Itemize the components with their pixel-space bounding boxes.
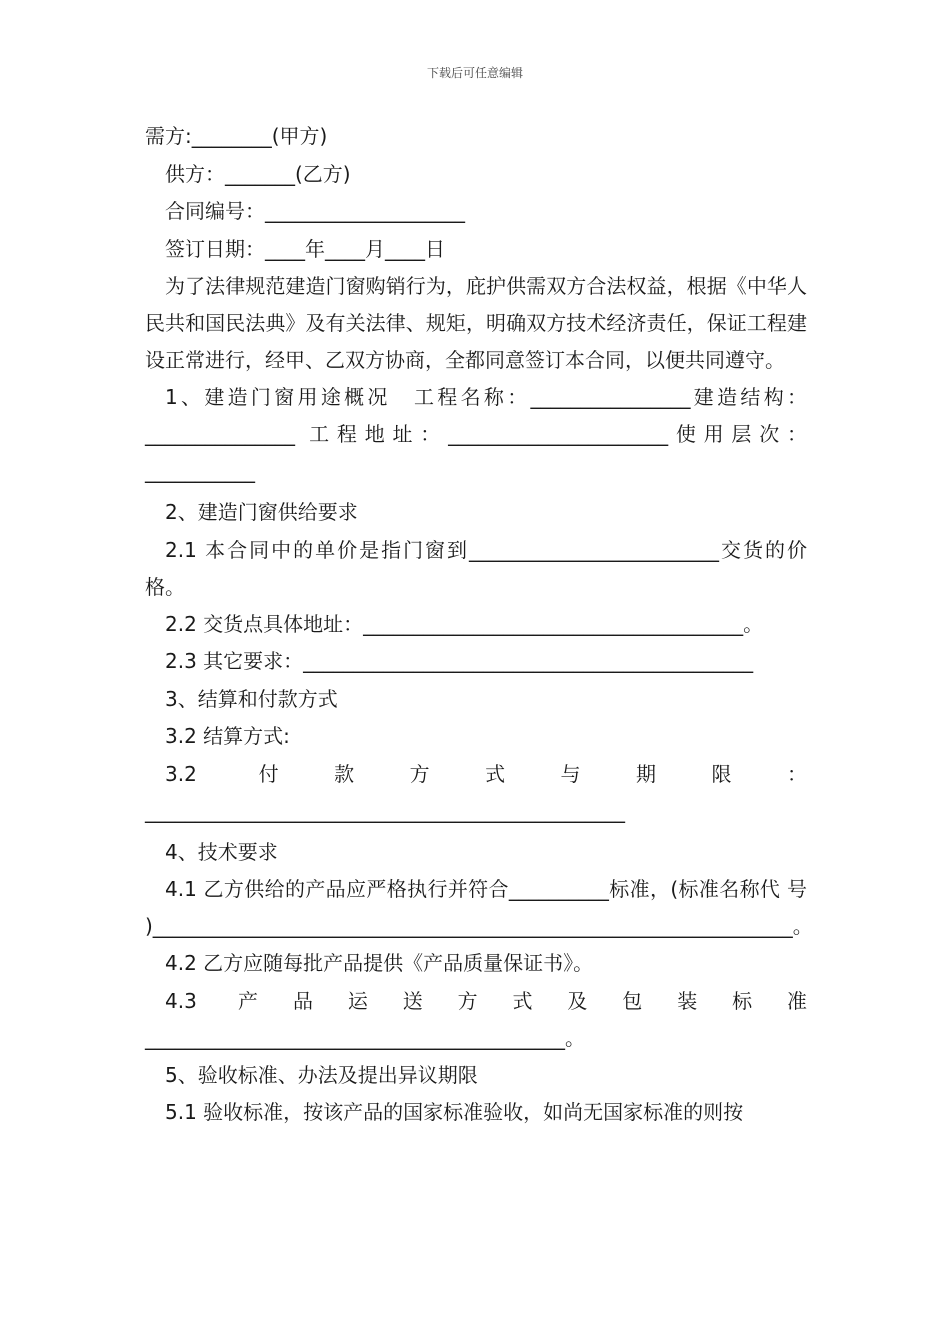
clause-3-2-settlement: 3.2 结算方式:	[165, 724, 290, 748]
signing-date-line: 签订日期：____年____月____日	[165, 236, 445, 261]
clause-2-3: 2.3 其它要求：_____________________________________________	[165, 649, 754, 673]
clause-2-2: 2.2 交货点具体地址：______________________________________。	[165, 611, 764, 636]
section-5-heading: 5、验收标准、办法及提出异议期限	[165, 1062, 478, 1087]
clause-4-3: 4.3 产品运送方式及包装标准__________________________________________。	[145, 988, 807, 1050]
section-1-paragraph: 1、建造门窗用途概况 工程名称：________________建造结构：_______________ 工程地址：______________________使用层次：___________	[145, 385, 807, 483]
clause-4-2: 4.2 乙方应随每批产品提供《产品质量保证书》。	[165, 951, 594, 975]
section-3-heading: 3、结算和付款方式	[165, 686, 338, 711]
clause-4-1: 4.1 乙方供给的产品应严格执行并符合__________标准，(标准名称代 号 )________________________________________________________________。	[145, 877, 813, 938]
buyer-line: 需方:________(甲方)	[145, 124, 328, 148]
section-2-heading: 2、建造门窗供给要求	[165, 500, 358, 524]
section-4-heading: 4、技术要求	[165, 839, 278, 864]
contract-body	[145, 118, 813, 1131]
clause-2-1: 2.1 本合同中的单价是指门窗到_________________________交货的价格。	[145, 537, 807, 599]
clause-3-2-payment: 3.2 付款方式与期限：________________________________________________	[145, 761, 807, 823]
clause-5-1: 5.1 验收标准，按该产品的国家标准验收，如尚无国家标准的则按	[165, 1100, 744, 1124]
contract-number-line: 合同编号：____________________	[165, 199, 465, 223]
preamble-paragraph: 为了法律规范建造门窗购销行为，庇护供需双方合法权益，根据《中华人民共和国民法典》及有关法律、规矩，明确双方技术经济责任，保证工程建设正常进行，经甲、乙双方协商，全都同意签订本合同，以便共同遵守。	[145, 274, 807, 372]
page-header: 下载后可任意编辑	[426, 66, 523, 80]
supplier-line: 供方：_______(乙方)	[165, 161, 351, 186]
